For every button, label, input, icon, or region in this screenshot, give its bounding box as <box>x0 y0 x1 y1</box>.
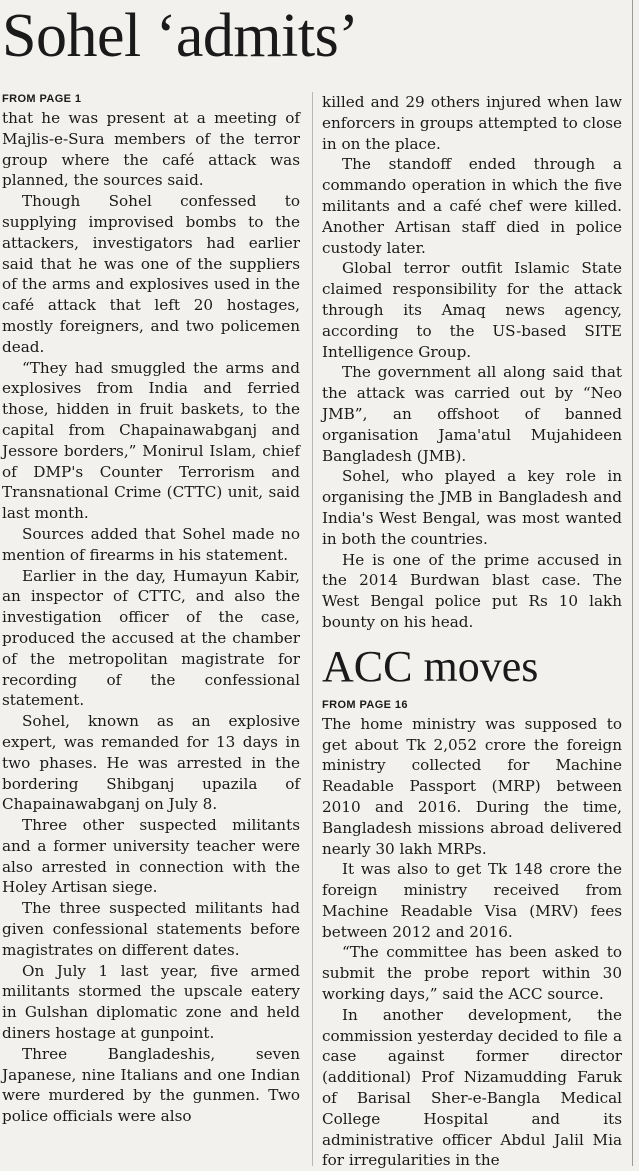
story2-paragraph: In another development, the commission yesterday decided to file a case against former director (additional) Prof Nizamudding Faruk of Barisal Sher-e-Bangla Medical College Hospital and its administrative officer Abdul Jalil Mia for irregularities in the <box>322 1005 622 1170</box>
headline-sohel-admits: Sohel ‘admits’ <box>2 2 359 70</box>
story1-paragraph: that he was present at a meeting of Majlis-e-Sura members of the terror group where the café attack was planned, the sources said. <box>2 109 300 190</box>
story1-paragraph: Though Sohel confessed to supplying improvised bombs to the attackers, investigators had earlier said that he was one of the suppliers of the arms and explosives used in the café attack that left 20 hostages, mostly foreigners, and two policemen dead. <box>2 192 300 356</box>
story1-paragraph: On July 1 last year, five armed militants stormed the upscale eatery in Gulshan diplomatic zone and held diners hostage at gunpoint. <box>2 961 300 1043</box>
story1-paragraph-continued: killed and 29 others injured when law enforcers in groups attempted to close in on the place. <box>322 93 622 153</box>
story1-column-left <box>2 92 300 1127</box>
story1-paragraph: The three suspected militants had given confessional statements before magistrates on different dates. <box>2 899 300 959</box>
story1-paragraph: He is one of the prime accused in the 2014 Burdwan blast case. The West Bengal police put Rs 10 lakh bounty on his head. <box>322 550 622 631</box>
story2-paragraph: It was also to get Tk 148 crore the foreign ministry received from Machine Readable Visa (MRV) fees between 2012 and 2016. <box>322 860 622 941</box>
column-divider <box>312 92 313 1166</box>
story2-paragraph: The home ministry was supposed to get about Tk 2,052 crore the foreign ministry collected for Machine Readable Passport (MRP) between 2010 and 2016. During the time, Bangladesh missions abroad delivered nearly 30 lakh MRPs. <box>322 714 622 858</box>
story1-paragraph: Three Bangladeshis, seven Japanese, nine Italians and one Indian were murdered by the gunmen. Two police officials were also <box>2 1044 300 1126</box>
story1-paragraph: Earlier in the day, Humayun Kabir, an inspector of CTTC, and also the investigation officer of the case, produced the accused at the chamber of the metropolitan magistrate for recording of the confessional statement. <box>2 566 300 710</box>
story1-paragraph: Sohel, who played a key role in organising the JMB in Bangladesh and India's West Bengal, was most wanted in both the countries. <box>322 467 622 548</box>
story1-paragraph: Sources added that Sohel made no mention of firearms in his statement. <box>2 524 300 564</box>
story1-paragraph: The standoff ended through a commando operation in which the five militants and a café chef were killed. Another Artisan staff died in police custody later. <box>322 155 622 257</box>
story1-paragraph: “They had smuggled the arms and explosives from India and ferried those, hidden in fruit baskets, to the capital from Chapainawabganj and Jessore borders,” Monirul Islam, chief of DMP's Counter Terrorism and Transnational Crime (CTTC) unit, said last month. <box>2 358 300 523</box>
story2-paragraph: “The committee has been asked to submit the probe report within 30 working days,” said the ACC source. <box>322 943 622 1004</box>
story1-column-right <box>322 92 622 1171</box>
story1-paragraph: Three other suspected militants and a former university teacher were also arrested in connection with the Holey Artisan siege. <box>2 816 300 897</box>
story1-paragraph: Sohel, known as an explosive expert, was remanded for 13 days in two phases. He was arrested in the bordering Shibganj upazila of Chapainawabganj on July 8. <box>2 712 300 814</box>
page-edge-rule <box>632 0 633 1166</box>
story1-paragraph: Global terror outfit Islamic State claimed responsibility for the attack through its Amaq news agency, according to the US-based SITE Intelligence Group. <box>322 259 622 361</box>
story1-paragraph: The government all along said that the attack was carried out by “Neo JMB”, an offshoot of banned organisation Jama'atul Mujahideen Bangladesh (JMB). <box>322 363 622 465</box>
story2-kicker: FROM PAGE 16 <box>322 698 408 711</box>
headline-acc-moves: ACC moves <box>322 641 539 691</box>
story1-kicker: FROM PAGE 1 <box>2 93 82 105</box>
